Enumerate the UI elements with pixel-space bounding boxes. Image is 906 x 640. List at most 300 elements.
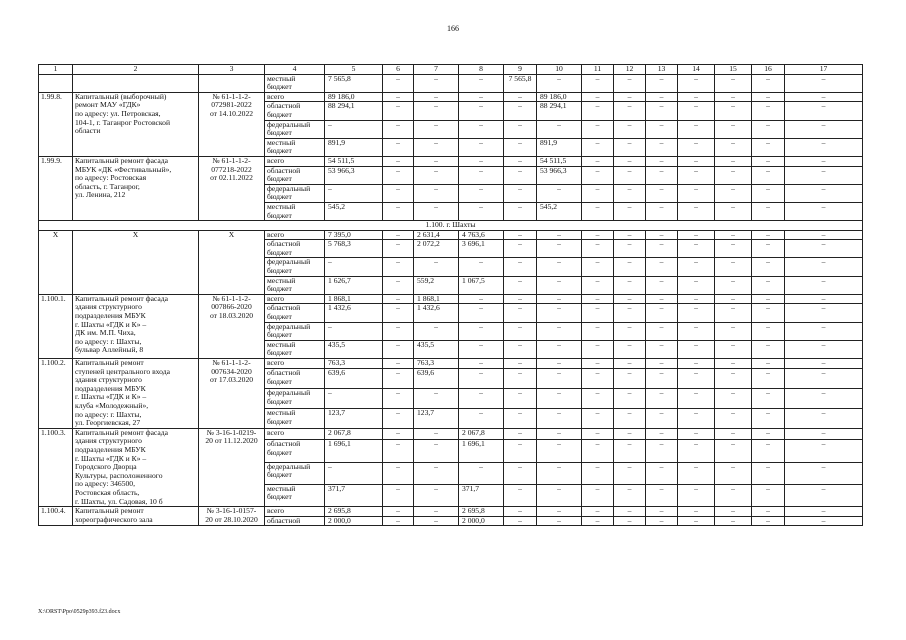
value-cell: – bbox=[537, 258, 582, 276]
value-cell: – bbox=[537, 516, 582, 526]
value-cell: – bbox=[383, 240, 414, 258]
budget-type: местный бюджет bbox=[265, 138, 325, 156]
column-number: 15 bbox=[715, 65, 752, 75]
value-cell: 1 067,5 bbox=[459, 276, 504, 294]
item-document: № 61-1-1-2- 007634-2020 от 17.03.2020 bbox=[199, 359, 265, 429]
value-cell: – bbox=[785, 462, 863, 484]
value-cell: 545,2 bbox=[325, 202, 383, 220]
table-cell: – bbox=[678, 74, 715, 92]
value-cell: – bbox=[414, 258, 459, 276]
value-cell: – bbox=[785, 138, 863, 156]
value-cell: – bbox=[785, 276, 863, 294]
value-cell: – bbox=[383, 359, 414, 369]
value-cell: – bbox=[459, 258, 504, 276]
value-cell: – bbox=[582, 369, 614, 389]
value-cell: – bbox=[504, 440, 537, 462]
value-cell: – bbox=[383, 120, 414, 138]
value-cell: – bbox=[646, 230, 678, 240]
value-cell: – bbox=[582, 507, 614, 517]
value-cell: – bbox=[646, 166, 678, 184]
value-cell: – bbox=[582, 440, 614, 462]
value-cell: 7 395,0 bbox=[325, 230, 383, 240]
value-cell: – bbox=[414, 389, 459, 409]
table-cell: – bbox=[646, 74, 678, 92]
value-cell: – bbox=[582, 322, 614, 340]
value-cell: – bbox=[582, 202, 614, 220]
value-cell: – bbox=[582, 166, 614, 184]
value-cell: 1 626,7 bbox=[325, 276, 383, 294]
value-cell: – bbox=[414, 202, 459, 220]
value-cell: – bbox=[383, 156, 414, 166]
value-cell: – bbox=[752, 340, 785, 358]
value-cell: 2 067,8 bbox=[459, 428, 504, 440]
value-cell: – bbox=[785, 340, 863, 358]
table-row bbox=[39, 156, 863, 166]
value-cell: – bbox=[752, 138, 785, 156]
value-cell: 1 696,1 bbox=[459, 440, 504, 462]
value-cell: – bbox=[678, 359, 715, 369]
column-number: 5 bbox=[325, 65, 383, 75]
value-cell: – bbox=[504, 166, 537, 184]
table-cell bbox=[73, 74, 199, 92]
budget-type: областной бюджет bbox=[265, 102, 325, 120]
value-cell: – bbox=[752, 389, 785, 409]
value-cell: – bbox=[614, 166, 646, 184]
value-cell: – bbox=[383, 428, 414, 440]
value-cell: – bbox=[582, 389, 614, 409]
value-cell: – bbox=[646, 304, 678, 322]
budget-type: всего bbox=[265, 359, 325, 369]
value-cell: – bbox=[325, 184, 383, 202]
value-cell: 1 868,1 bbox=[325, 294, 383, 304]
value-cell: – bbox=[678, 166, 715, 184]
value-cell: – bbox=[715, 322, 752, 340]
item-number: Х bbox=[39, 230, 73, 294]
value-cell: 371,7 bbox=[459, 484, 504, 506]
item-document: Х bbox=[199, 230, 265, 294]
column-number: 16 bbox=[752, 65, 785, 75]
value-cell: 1 432,6 bbox=[325, 304, 383, 322]
value-cell: – bbox=[537, 389, 582, 409]
table-row bbox=[39, 507, 863, 517]
value-cell: – bbox=[752, 240, 785, 258]
value-cell: – bbox=[537, 184, 582, 202]
value-cell: – bbox=[414, 138, 459, 156]
value-cell: – bbox=[785, 369, 863, 389]
value-cell: – bbox=[785, 484, 863, 506]
budget-type: областной бюджет bbox=[265, 240, 325, 258]
value-cell: – bbox=[459, 369, 504, 389]
value-cell: – bbox=[614, 369, 646, 389]
value-cell: – bbox=[715, 156, 752, 166]
value-cell: – bbox=[504, 389, 537, 409]
value-cell: – bbox=[678, 276, 715, 294]
value-cell: – bbox=[752, 359, 785, 369]
value-cell: – bbox=[752, 507, 785, 517]
budget-type: федеральный бюджет bbox=[265, 258, 325, 276]
value-cell: – bbox=[785, 440, 863, 462]
budget-type: местный бюджет bbox=[265, 408, 325, 428]
value-cell: – bbox=[504, 276, 537, 294]
value-cell: 89 186,0 bbox=[537, 92, 582, 102]
value-cell: – bbox=[537, 484, 582, 506]
value-cell: – bbox=[646, 322, 678, 340]
value-cell: – bbox=[785, 156, 863, 166]
item-document: № 61-1-1-2- 007866-2020 от 18.03.2020 bbox=[199, 294, 265, 358]
value-cell: – bbox=[715, 389, 752, 409]
value-cell: – bbox=[582, 340, 614, 358]
value-cell: – bbox=[678, 462, 715, 484]
column-number: 17 bbox=[785, 65, 863, 75]
value-cell: – bbox=[504, 202, 537, 220]
value-cell: – bbox=[325, 322, 383, 340]
value-cell: – bbox=[614, 507, 646, 517]
table-row bbox=[39, 74, 863, 92]
value-cell: – bbox=[504, 428, 537, 440]
column-number: 13 bbox=[646, 65, 678, 75]
value-cell: – bbox=[414, 184, 459, 202]
value-cell: – bbox=[785, 428, 863, 440]
value-cell: – bbox=[785, 389, 863, 409]
value-cell: – bbox=[414, 516, 459, 526]
value-cell: 891,9 bbox=[325, 138, 383, 156]
value-cell: – bbox=[614, 440, 646, 462]
value-cell: – bbox=[715, 516, 752, 526]
value-cell: – bbox=[414, 484, 459, 506]
value-cell: – bbox=[459, 138, 504, 156]
value-cell: – bbox=[752, 184, 785, 202]
value-cell: – bbox=[537, 322, 582, 340]
value-cell: – bbox=[752, 322, 785, 340]
value-cell: 89 186,0 bbox=[325, 92, 383, 102]
budget-type: областной бюджет bbox=[265, 369, 325, 389]
value-cell: – bbox=[414, 92, 459, 102]
value-cell: – bbox=[678, 258, 715, 276]
value-cell: – bbox=[614, 340, 646, 358]
value-cell: – bbox=[383, 440, 414, 462]
table-cell: 7 565,8 bbox=[504, 74, 537, 92]
value-cell: – bbox=[752, 156, 785, 166]
value-cell: – bbox=[414, 440, 459, 462]
value-cell: – bbox=[678, 304, 715, 322]
table-cell bbox=[39, 74, 73, 92]
value-cell: – bbox=[504, 507, 537, 517]
column-number: 9 bbox=[504, 65, 537, 75]
value-cell: – bbox=[752, 428, 785, 440]
value-cell: – bbox=[537, 507, 582, 517]
value-cell: – bbox=[614, 428, 646, 440]
budget-type: местный бюджет bbox=[265, 484, 325, 506]
value-cell: – bbox=[752, 92, 785, 102]
value-cell: – bbox=[614, 359, 646, 369]
value-cell: – bbox=[715, 276, 752, 294]
value-cell: – bbox=[646, 92, 678, 102]
budget-type: федеральный бюджет bbox=[265, 184, 325, 202]
budget-type: федеральный бюджет bbox=[265, 322, 325, 340]
budget-type: федеральный бюджет bbox=[265, 462, 325, 484]
column-number: 14 bbox=[678, 65, 715, 75]
value-cell: 3 696,1 bbox=[459, 240, 504, 258]
value-cell: – bbox=[715, 440, 752, 462]
value-cell: – bbox=[646, 484, 678, 506]
value-cell: – bbox=[678, 369, 715, 389]
value-cell: – bbox=[752, 516, 785, 526]
value-cell: – bbox=[537, 294, 582, 304]
value-cell: 54 511,5 bbox=[537, 156, 582, 166]
value-cell: – bbox=[752, 230, 785, 240]
value-cell: – bbox=[504, 516, 537, 526]
value-cell: 2 695,8 bbox=[325, 507, 383, 517]
column-number: 10 bbox=[537, 65, 582, 75]
value-cell: – bbox=[715, 230, 752, 240]
budget-type: местный бюджет bbox=[265, 340, 325, 358]
item-name: Капитальный ремонт фасада МБУК «ДК «Фестивальный», по адресу: Ростовская область, г. Таганрог, ул. Ленина, 212 bbox=[73, 156, 199, 220]
value-cell: – bbox=[383, 389, 414, 409]
value-cell: – bbox=[715, 138, 752, 156]
value-cell: – bbox=[504, 92, 537, 102]
item-document: № 61-1-1-2- 077218-2022 от 02.11.2022 bbox=[199, 156, 265, 220]
value-cell: – bbox=[325, 389, 383, 409]
value-cell: – bbox=[414, 462, 459, 484]
item-name: Капитальный ремонт фасада здания структурного подразделения МБУК г. Шахты «ГДК и К» – Городского Дворца Культуры, расположенного по адресу: 346500, Ростовская область, г. Шахты, ул. Садовая, 10 б bbox=[73, 428, 199, 506]
value-cell: – bbox=[582, 240, 614, 258]
value-cell: – bbox=[383, 340, 414, 358]
item-name: Капитальный ремонт ступеней центрального входа здания структурного подразделения МБУК г. Шахты «ГДК и К» – клуба «Молодежный», по адресу: г. Шахты, ул. Георгиевская, 27 bbox=[73, 359, 199, 429]
value-cell: – bbox=[414, 120, 459, 138]
value-cell: – bbox=[715, 92, 752, 102]
value-cell: – bbox=[383, 202, 414, 220]
value-cell: – bbox=[582, 102, 614, 120]
budget-type: местный бюджет bbox=[265, 276, 325, 294]
value-cell: – bbox=[715, 428, 752, 440]
value-cell: – bbox=[582, 294, 614, 304]
value-cell: – bbox=[383, 230, 414, 240]
value-cell: 2 695,8 bbox=[459, 507, 504, 517]
value-cell: – bbox=[383, 276, 414, 294]
value-cell: – bbox=[715, 359, 752, 369]
item-name: Капитальный ремонт фасада здания структурного подразделения МБУК г. Шахты «ГДК и К» – ДК им. М.П. Чиха, по адресу: г. Шахты, бульвар Аллейный, 8 bbox=[73, 294, 199, 358]
table-row bbox=[39, 428, 863, 440]
value-cell: – bbox=[504, 230, 537, 240]
value-cell: 2 631,4 bbox=[414, 230, 459, 240]
value-cell: – bbox=[646, 389, 678, 409]
table-row bbox=[39, 230, 863, 240]
value-cell: – bbox=[614, 462, 646, 484]
value-cell: – bbox=[752, 462, 785, 484]
value-cell: – bbox=[646, 202, 678, 220]
value-cell: – bbox=[459, 408, 504, 428]
value-cell: – bbox=[614, 138, 646, 156]
value-cell: 123,7 bbox=[414, 408, 459, 428]
value-cell: – bbox=[504, 369, 537, 389]
table-row bbox=[39, 92, 863, 102]
value-cell: – bbox=[715, 240, 752, 258]
value-cell: 1 696,1 bbox=[325, 440, 383, 462]
value-cell: – bbox=[785, 516, 863, 526]
value-cell: – bbox=[582, 276, 614, 294]
value-cell: 1 868,1 bbox=[414, 294, 459, 304]
value-cell: – bbox=[537, 276, 582, 294]
value-cell: – bbox=[715, 258, 752, 276]
item-number: 1.99.8. bbox=[39, 92, 73, 156]
value-cell: – bbox=[678, 408, 715, 428]
value-cell: – bbox=[785, 202, 863, 220]
value-cell: – bbox=[678, 120, 715, 138]
value-cell: – bbox=[715, 202, 752, 220]
value-cell: – bbox=[646, 240, 678, 258]
budget-type: всего bbox=[265, 230, 325, 240]
value-cell: – bbox=[383, 304, 414, 322]
value-cell: – bbox=[614, 240, 646, 258]
item-number: 1.100.1. bbox=[39, 294, 73, 358]
value-cell: – bbox=[785, 408, 863, 428]
value-cell: 5 768,3 bbox=[325, 240, 383, 258]
column-number: 6 bbox=[383, 65, 414, 75]
value-cell: – bbox=[504, 102, 537, 120]
value-cell: – bbox=[614, 92, 646, 102]
value-cell: – bbox=[582, 258, 614, 276]
value-cell: – bbox=[715, 507, 752, 517]
value-cell: – bbox=[678, 156, 715, 166]
value-cell: – bbox=[752, 120, 785, 138]
value-cell: – bbox=[504, 408, 537, 428]
value-cell: – bbox=[414, 428, 459, 440]
value-cell: – bbox=[504, 120, 537, 138]
value-cell: – bbox=[678, 240, 715, 258]
value-cell: – bbox=[752, 304, 785, 322]
value-cell: – bbox=[459, 184, 504, 202]
value-cell: – bbox=[383, 102, 414, 120]
value-cell: – bbox=[785, 507, 863, 517]
value-cell: 53 966,3 bbox=[537, 166, 582, 184]
value-cell: – bbox=[785, 322, 863, 340]
value-cell: – bbox=[582, 120, 614, 138]
value-cell: – bbox=[383, 462, 414, 484]
value-cell: 639,6 bbox=[325, 369, 383, 389]
value-cell: – bbox=[678, 440, 715, 462]
value-cell: – bbox=[459, 202, 504, 220]
value-cell: – bbox=[785, 102, 863, 120]
value-cell: – bbox=[459, 304, 504, 322]
value-cell: – bbox=[582, 230, 614, 240]
budget-type: всего bbox=[265, 507, 325, 517]
value-cell: – bbox=[582, 484, 614, 506]
value-cell: – bbox=[383, 294, 414, 304]
table-row bbox=[39, 359, 863, 369]
value-cell: 545,2 bbox=[537, 202, 582, 220]
value-cell: – bbox=[582, 359, 614, 369]
value-cell: – bbox=[715, 102, 752, 120]
value-cell: – bbox=[504, 340, 537, 358]
budget-type: федеральный бюджет bbox=[265, 389, 325, 409]
value-cell: – bbox=[383, 166, 414, 184]
value-cell: – bbox=[785, 120, 863, 138]
value-cell: – bbox=[614, 484, 646, 506]
table-cell: – bbox=[614, 74, 646, 92]
value-cell: 435,5 bbox=[325, 340, 383, 358]
value-cell: – bbox=[614, 408, 646, 428]
value-cell: – bbox=[646, 184, 678, 202]
value-cell: 639,6 bbox=[414, 369, 459, 389]
value-cell: – bbox=[459, 294, 504, 304]
table-cell: – bbox=[715, 74, 752, 92]
value-cell: – bbox=[504, 138, 537, 156]
value-cell: – bbox=[537, 304, 582, 322]
table-cell: – bbox=[459, 74, 504, 92]
section-row bbox=[39, 221, 863, 231]
value-cell: – bbox=[752, 294, 785, 304]
value-cell: – bbox=[537, 120, 582, 138]
item-name: Капитальный ремонт хореографического зала bbox=[73, 507, 199, 526]
value-cell: – bbox=[715, 304, 752, 322]
value-cell: – bbox=[678, 389, 715, 409]
value-cell: – bbox=[582, 138, 614, 156]
value-cell: – bbox=[614, 322, 646, 340]
value-cell: – bbox=[504, 294, 537, 304]
value-cell: – bbox=[614, 120, 646, 138]
value-cell: 4 763,6 bbox=[459, 230, 504, 240]
value-cell: – bbox=[614, 184, 646, 202]
value-cell: – bbox=[646, 258, 678, 276]
value-cell: – bbox=[752, 484, 785, 506]
value-cell: – bbox=[614, 276, 646, 294]
value-cell: – bbox=[504, 240, 537, 258]
value-cell: – bbox=[537, 408, 582, 428]
value-cell: – bbox=[614, 156, 646, 166]
value-cell: 2 000,0 bbox=[325, 516, 383, 526]
column-number: 4 bbox=[265, 65, 325, 75]
item-number: 1.100.2. bbox=[39, 359, 73, 429]
item-name: Х bbox=[73, 230, 199, 294]
value-cell: – bbox=[715, 462, 752, 484]
table-cell bbox=[199, 74, 265, 92]
value-cell: – bbox=[414, 156, 459, 166]
value-cell: – bbox=[614, 258, 646, 276]
value-cell: – bbox=[646, 156, 678, 166]
column-number: 7 bbox=[414, 65, 459, 75]
value-cell: 2 067,8 bbox=[325, 428, 383, 440]
value-cell: – bbox=[537, 369, 582, 389]
page-number: 166 bbox=[447, 24, 459, 33]
value-cell: – bbox=[646, 428, 678, 440]
value-cell: – bbox=[414, 322, 459, 340]
value-cell: 54 511,5 bbox=[325, 156, 383, 166]
value-cell: – bbox=[752, 369, 785, 389]
value-cell: – bbox=[752, 102, 785, 120]
value-cell: – bbox=[383, 507, 414, 517]
value-cell: – bbox=[459, 322, 504, 340]
value-cell: – bbox=[459, 92, 504, 102]
value-cell: – bbox=[459, 359, 504, 369]
value-cell: – bbox=[646, 120, 678, 138]
budget-type: всего bbox=[265, 294, 325, 304]
value-cell: 435,5 bbox=[414, 340, 459, 358]
value-cell: – bbox=[715, 184, 752, 202]
value-cell: – bbox=[785, 92, 863, 102]
value-cell: – bbox=[678, 340, 715, 358]
value-cell: – bbox=[785, 184, 863, 202]
value-cell: – bbox=[646, 507, 678, 517]
value-cell: – bbox=[537, 462, 582, 484]
table-cell: – bbox=[582, 74, 614, 92]
value-cell: – bbox=[383, 408, 414, 428]
value-cell: – bbox=[459, 102, 504, 120]
value-cell: 123,7 bbox=[325, 408, 383, 428]
table-cell: – bbox=[785, 74, 863, 92]
value-cell: – bbox=[785, 304, 863, 322]
value-cell: – bbox=[537, 428, 582, 440]
value-cell: – bbox=[752, 166, 785, 184]
